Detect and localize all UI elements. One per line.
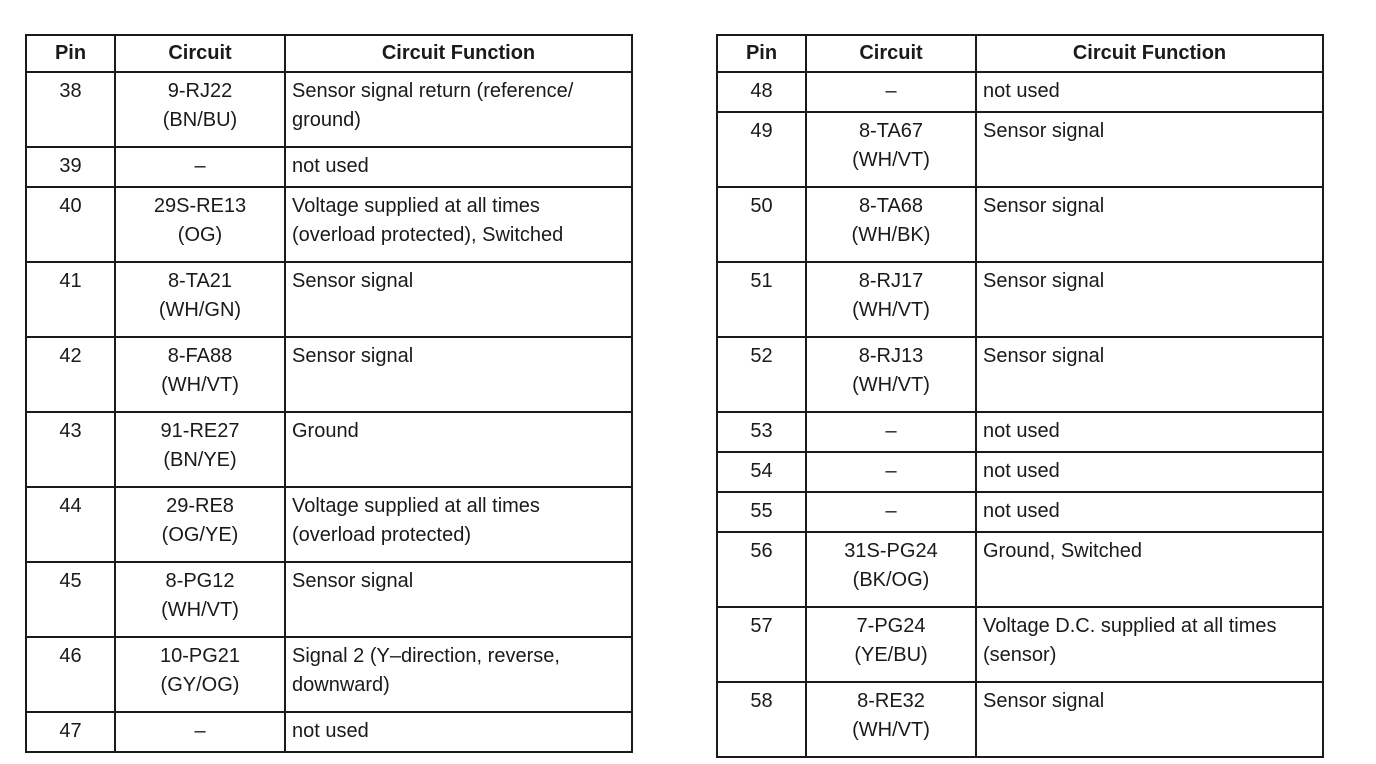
table-row <box>26 262 632 337</box>
circuit-id <box>115 487 285 562</box>
circuit-id <box>115 72 285 147</box>
circuit-code: – <box>885 460 897 482</box>
table-row <box>26 712 632 752</box>
table-row <box>717 682 1323 757</box>
header-circuit-function: Circuit Function <box>976 35 1323 72</box>
wire-color: (WH/VT) <box>852 374 930 396</box>
pin-number: 43 <box>26 412 115 487</box>
circuit-code: 10-PG21 <box>159 645 241 667</box>
pin-number: 41 <box>26 262 115 337</box>
circuit-code: – <box>885 80 897 102</box>
circuit-function: Voltage D.C. supplied at all times (sensor) <box>976 607 1323 682</box>
circuit-function: Ground <box>285 412 632 487</box>
pin-number: 49 <box>717 112 806 187</box>
circuit-function: Voltage supplied at all times (overload protected), Switched <box>285 187 632 262</box>
circuit-code: 8-PG12 <box>165 570 235 592</box>
circuit-code: 8-TA67 <box>858 120 924 142</box>
circuit-function: Sensor signal <box>976 262 1323 337</box>
wire-color: (BN/BU) <box>162 109 238 131</box>
wire-color: (GY/OG) <box>160 674 240 696</box>
circuit-id <box>115 337 285 412</box>
pin-number: 40 <box>26 187 115 262</box>
pin-number: 42 <box>26 337 115 412</box>
pin-number: 53 <box>717 412 806 452</box>
wire-color: (YE/BU) <box>854 644 928 666</box>
pin-number: 47 <box>26 712 115 752</box>
header-circuit: Circuit <box>806 35 976 72</box>
circuit-code: 8-RE32 <box>857 690 925 712</box>
circuit-code: – <box>885 500 897 522</box>
circuit-code: – <box>194 155 206 177</box>
table-row <box>717 187 1323 262</box>
pin-number: 45 <box>26 562 115 637</box>
table-row <box>717 337 1323 412</box>
circuit-id <box>115 637 285 712</box>
circuit-code: – <box>885 420 897 442</box>
wire-color: (BK/OG) <box>852 569 930 591</box>
wire-color: (WH/BK) <box>851 224 931 246</box>
circuit-function: Sensor signal <box>976 682 1323 757</box>
circuit-id <box>806 452 976 492</box>
circuit-code: 91-RE27 <box>160 420 240 442</box>
circuit-function: Voltage supplied at all times (overload protected) <box>285 487 632 562</box>
table-row <box>717 262 1323 337</box>
header-circuit-function: Circuit Function <box>285 35 632 72</box>
circuit-function: not used <box>285 712 632 752</box>
pin-number: 58 <box>717 682 806 757</box>
circuit-id <box>806 607 976 682</box>
wire-color: (WH/VT) <box>852 149 930 171</box>
pin-number: 54 <box>717 452 806 492</box>
circuit-id <box>115 262 285 337</box>
circuit-id <box>115 712 285 752</box>
table-row <box>26 637 632 712</box>
table-row <box>26 72 632 147</box>
header-row <box>717 35 1323 72</box>
circuit-id <box>806 72 976 112</box>
table-row <box>717 607 1323 682</box>
circuit-id <box>806 112 976 187</box>
circuit-function: Sensor signal return (reference/ ground) <box>285 72 632 147</box>
pin-number: 55 <box>717 492 806 532</box>
table-row <box>26 412 632 487</box>
circuit-function: Sensor signal <box>285 337 632 412</box>
circuit-code: 8-TA68 <box>858 195 924 217</box>
wire-color: (WH/VT) <box>852 299 930 321</box>
pin-number: 38 <box>26 72 115 147</box>
circuit-function: Sensor signal <box>285 262 632 337</box>
circuit-code: 29S-RE13 <box>153 195 247 217</box>
table-row <box>26 147 632 187</box>
circuit-id <box>806 412 976 452</box>
header-row <box>26 35 632 72</box>
circuit-code: 8-FA88 <box>167 345 233 367</box>
circuit-id <box>806 187 976 262</box>
table-row <box>26 562 632 637</box>
circuit-code: 8-RJ17 <box>858 270 924 292</box>
circuit-function: not used <box>976 412 1323 452</box>
circuit-code: 8-RJ13 <box>858 345 924 367</box>
circuit-function: Ground, Switched <box>976 532 1323 607</box>
wire-color: (WH/VT) <box>161 374 239 396</box>
pin-number: 51 <box>717 262 806 337</box>
circuit-id <box>806 337 976 412</box>
wire-color: (WH/VT) <box>161 599 239 621</box>
circuit-code: – <box>194 720 206 742</box>
wire-color: (WH/GN) <box>158 299 242 321</box>
pin-number: 57 <box>717 607 806 682</box>
pin-table-left <box>25 34 633 753</box>
circuit-id <box>115 412 285 487</box>
wire-color: (BN/YE) <box>163 449 237 471</box>
circuit-function: Sensor signal <box>285 562 632 637</box>
circuit-function: not used <box>285 147 632 187</box>
circuit-function: Sensor signal <box>976 187 1323 262</box>
wire-color: (OG/YE) <box>161 524 239 546</box>
pin-number: 56 <box>717 532 806 607</box>
table-row <box>717 492 1323 532</box>
table-row <box>26 337 632 412</box>
table-row <box>26 487 632 562</box>
table-row <box>717 72 1323 112</box>
circuit-code: 9-RJ22 <box>167 80 233 102</box>
circuit-id <box>115 147 285 187</box>
wire-color: (OG) <box>177 224 223 246</box>
pin-number: 50 <box>717 187 806 262</box>
circuit-id <box>806 532 976 607</box>
circuit-function: not used <box>976 452 1323 492</box>
circuit-code: 8-TA21 <box>167 270 233 292</box>
table-row <box>26 187 632 262</box>
circuit-id <box>115 187 285 262</box>
table-row <box>717 532 1323 607</box>
circuit-function: not used <box>976 492 1323 532</box>
circuit-id <box>806 682 976 757</box>
pin-number: 46 <box>26 637 115 712</box>
circuit-function: not used <box>976 72 1323 112</box>
circuit-function: Sensor signal <box>976 337 1323 412</box>
pin-number: 48 <box>717 72 806 112</box>
circuit-code: 29-RE8 <box>166 495 234 517</box>
table-row <box>717 412 1323 452</box>
pin-number: 44 <box>26 487 115 562</box>
circuit-function: Sensor signal <box>976 112 1323 187</box>
table-row <box>717 112 1323 187</box>
circuit-function: Signal 2 (Y–direction, reverse, downward) <box>285 637 632 712</box>
header-pin: Pin <box>26 35 115 72</box>
circuit-code: 31S-PG24 <box>844 540 938 562</box>
circuit-id <box>806 492 976 532</box>
pin-number: 39 <box>26 147 115 187</box>
pin-number: 52 <box>717 337 806 412</box>
table-row <box>717 452 1323 492</box>
circuit-id <box>115 562 285 637</box>
header-circuit: Circuit <box>115 35 285 72</box>
circuit-code: 7-PG24 <box>856 615 926 637</box>
pin-table-right <box>716 34 1324 758</box>
circuit-id <box>806 262 976 337</box>
header-pin: Pin <box>717 35 806 72</box>
wire-color: (WH/VT) <box>852 719 930 741</box>
